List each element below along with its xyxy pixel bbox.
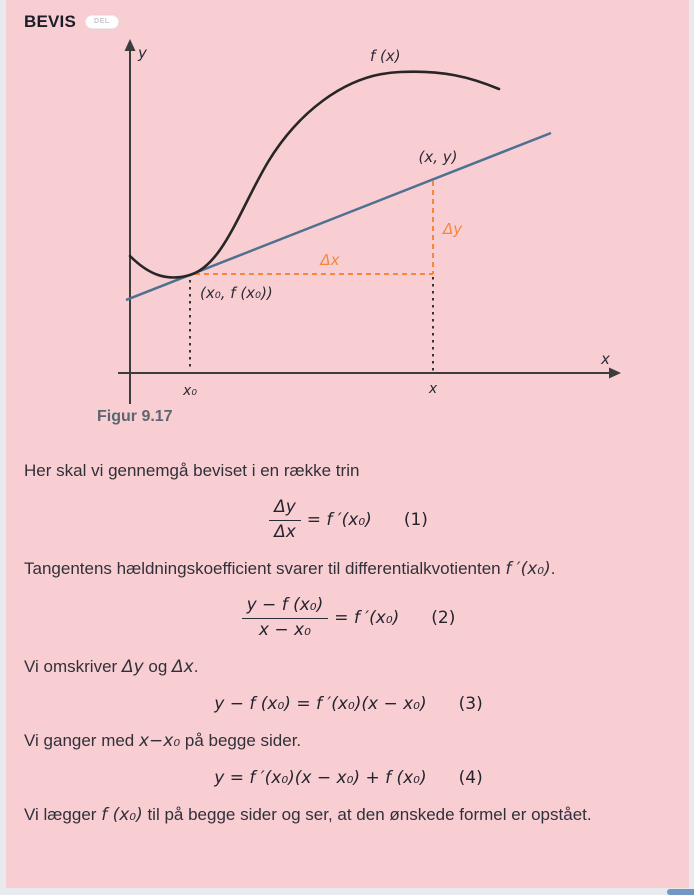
y-axis-arrow-icon xyxy=(125,39,136,51)
paragraph-tangent xyxy=(24,558,673,580)
paragraph-text: . xyxy=(550,559,556,579)
equation-2 xyxy=(24,596,673,640)
proof-card xyxy=(6,0,689,888)
paragraph-rewrite xyxy=(24,656,673,678)
x-axis-label: x xyxy=(601,350,610,368)
paragraph-text: Tangentens hældningskoefficient svarer til differentialkvotienten xyxy=(24,559,506,579)
point-x0-label: (x₀, f (x₀)) xyxy=(200,284,273,302)
inline-math: Δx xyxy=(172,657,194,678)
tick-x0-label: x₀ xyxy=(183,383,197,399)
paragraph-text: Her skal vi gennemgå beviset i en række trin xyxy=(24,461,360,480)
point-xy-label: (x, y) xyxy=(418,148,458,166)
equation-rhs: = f ′(x₀) xyxy=(334,608,400,629)
equation-rhs: = f ′(x₀) xyxy=(306,510,372,531)
equation-rhs: y − f (x₀) = f ′(x₀)(x − x₀) xyxy=(214,694,427,715)
paragraph-text: til på begge sider og ser, at den ønskede formel er opstået. xyxy=(142,805,592,825)
equation-3 xyxy=(24,694,673,714)
paragraph-text: Vi lægger xyxy=(24,805,102,825)
inline-math: f (x₀) xyxy=(101,805,143,826)
share-badge[interactable]: DEL xyxy=(85,15,119,29)
equation-number: (2) xyxy=(431,608,456,629)
inline-math: f ′(x₀) xyxy=(505,559,551,580)
equation-number: (4) xyxy=(458,768,483,789)
tick-x-label: x xyxy=(428,381,438,397)
equation-number: (1) xyxy=(403,510,428,531)
equation-1 xyxy=(24,498,673,542)
inline-math: x−x₀ xyxy=(138,731,181,752)
paragraph-conclusion xyxy=(24,804,673,826)
equation-rhs: y = f ′(x₀)(x − x₀) + f (x₀) xyxy=(214,768,427,789)
fraction xyxy=(242,596,329,640)
equation-body xyxy=(269,498,372,542)
equation-body xyxy=(242,596,400,640)
section-title: BEVIS xyxy=(24,12,77,31)
equation-4 xyxy=(24,768,673,788)
paragraph-text: . xyxy=(193,657,199,677)
curve-label: f (x) xyxy=(370,47,401,65)
y-axis-label: y xyxy=(138,44,147,62)
delta-y-label: Δy xyxy=(443,220,463,238)
figure-9-17 xyxy=(24,34,673,426)
fraction xyxy=(269,498,301,542)
paragraph-text: og xyxy=(143,657,172,677)
equation-number: (3) xyxy=(458,694,483,715)
paragraph-text: Vi omskriver xyxy=(24,657,122,677)
figure-caption: Figur 9.17 xyxy=(97,408,173,425)
equation-body xyxy=(214,694,426,714)
x-axis-arrow-icon xyxy=(609,368,621,379)
horizontal-scrollbar-thumb[interactable] xyxy=(667,889,694,895)
paragraph-text: Vi ganger med xyxy=(24,731,139,751)
fraction-numerator: Δy xyxy=(269,498,301,521)
paragraph-multiply xyxy=(24,730,673,752)
fraction-denominator: x − x₀ xyxy=(258,619,311,640)
inline-math: Δy xyxy=(121,657,144,678)
delta-x-label: Δx xyxy=(320,251,340,269)
fraction-denominator: Δx xyxy=(274,521,296,542)
paragraph-text: på begge sider. xyxy=(180,731,302,751)
section-header xyxy=(24,10,673,34)
tangent-figure-svg xyxy=(24,34,689,406)
equation-body xyxy=(214,768,426,788)
fraction-numerator: y − f (x₀) xyxy=(242,596,329,619)
paragraph-intro xyxy=(24,460,673,482)
